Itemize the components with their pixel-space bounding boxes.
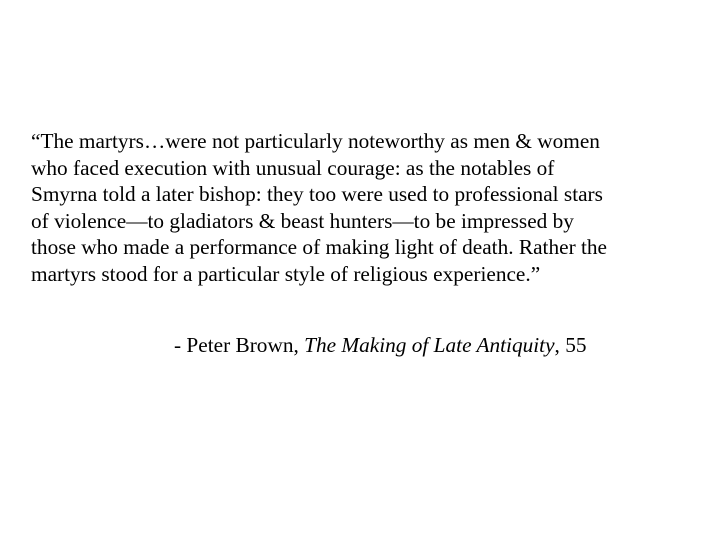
quote-line: martyrs stood for a particular style of religious experience.”	[31, 261, 541, 286]
quote-line: those who made a performance of making light of death. Rather the	[31, 235, 608, 259]
quote-line: “The martyrs…were not particularly noteworthy as men & women	[31, 129, 600, 153]
quote-line: of violence—to gladiators & beast hunters—to be impressed by	[31, 208, 574, 233]
page-reference: , 55	[554, 333, 587, 357]
attribution	[174, 332, 587, 359]
quote-line: Smyrna told a later bishop: they too were used to professional stars	[31, 182, 603, 206]
quote-block	[31, 128, 711, 287]
attribution-prefix: - Peter Brown,	[174, 333, 305, 357]
book-title: The Making of Late Antiquity	[304, 333, 555, 357]
quote-line: who faced execution with unusual courage: as the notables of	[31, 155, 555, 180]
